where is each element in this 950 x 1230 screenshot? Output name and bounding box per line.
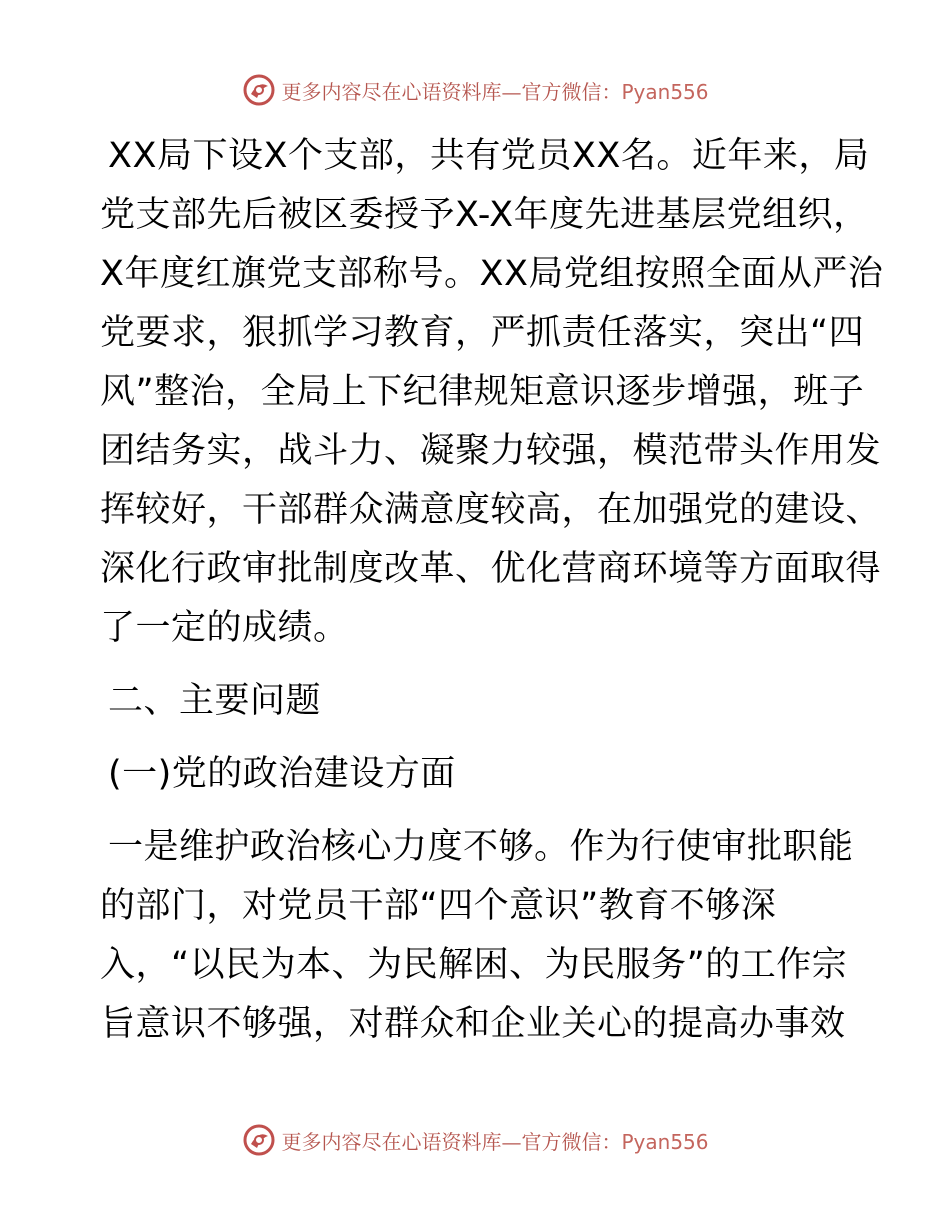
paragraph-line: XX局下设X个支部，共有党员XX名。近年来，局	[108, 136, 870, 176]
paragraph-line: 入，“以民为本、为民解困、为民服务”的工作宗	[100, 945, 848, 985]
subsection-heading: (一)党的政治建设方面	[108, 754, 456, 794]
paragraph-line: 风”整治，全局上下纪律规矩意识逐步增强，班子	[100, 372, 865, 412]
paragraph-line: X年度红旗党支部称号。XX局党组按照全面从严治	[100, 254, 884, 294]
red-swirl-logo-icon	[241, 1122, 277, 1158]
paragraph-line: 党支部先后被区委授予X-X年度先进基层党组织，	[100, 195, 869, 235]
paragraph-line: 一是维护政治核心力度不够。作为行使审批职能	[108, 827, 854, 867]
paragraph-line: 党要求，狠抓学习教育，严抓责任落实，突出“四	[100, 313, 865, 353]
banner-text: 更多内容尽在心语资料库—官方微信：Pyan556	[281, 79, 709, 104]
document-body	[100, 127, 884, 1054]
header-watermark-banner	[0, 70, 950, 110]
section-heading: 二、主要问题	[108, 681, 322, 721]
paragraph-line: 旨意识不够强，对群众和企业关心的提高办事效	[100, 1004, 846, 1044]
banner-text: 更多内容尽在心语资料库—官方微信：Pyan556	[281, 1129, 709, 1154]
intro-paragraph	[100, 127, 884, 658]
issue-paragraph	[100, 818, 860, 1054]
paragraph-line: 挥较好，干部群众满意度较高，在加强党的建设、	[100, 490, 882, 530]
red-swirl-logo-icon	[241, 72, 277, 108]
footer-watermark-banner	[0, 1120, 950, 1160]
paragraph-line: 团结务实，战斗力、凝聚力较强，模范带头作用发	[100, 431, 882, 471]
paragraph-line: 的部门，对党员干部“四个意识”教育不够深	[100, 886, 777, 926]
paragraph-line: 了一定的成绩。	[100, 608, 349, 648]
paragraph-line: 深化行政审批制度改革、优化营商环境等方面取得	[100, 549, 882, 589]
